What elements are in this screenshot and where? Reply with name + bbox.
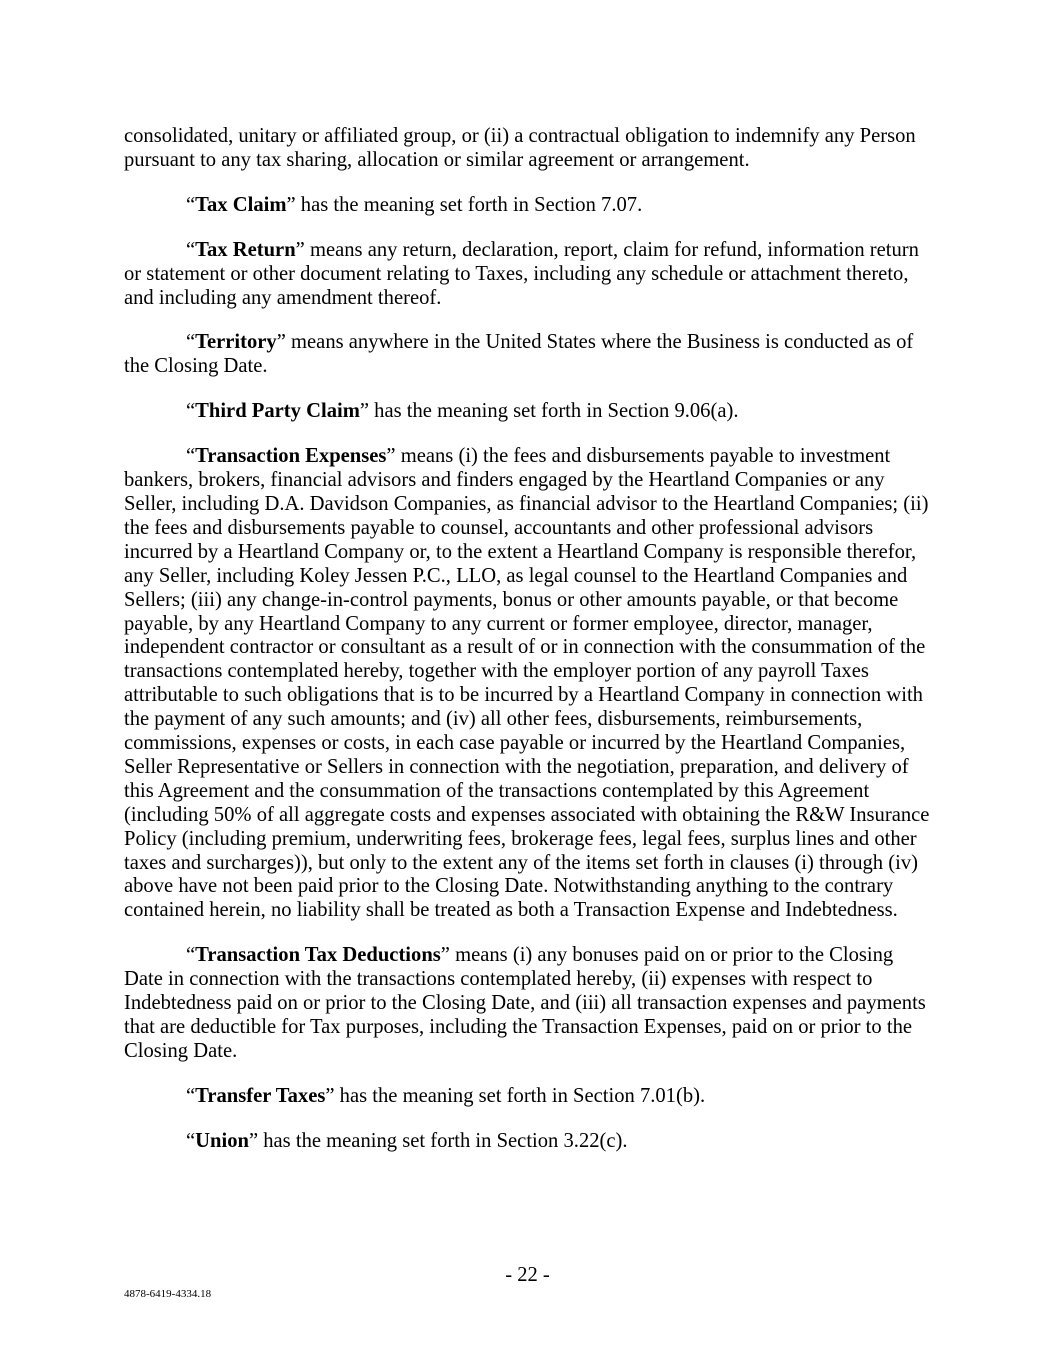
- defined-term: Tax Return: [195, 238, 296, 261]
- open-quote: “: [186, 400, 196, 423]
- defined-term: Territory: [195, 331, 277, 354]
- open-quote: “: [186, 1084, 196, 1107]
- defined-term: Third Party Claim: [195, 400, 360, 423]
- definition-text: ” has the meaning set forth in Section 7.07.: [286, 193, 643, 216]
- definition-text: ” has the meaning set forth in Section 9.06(a).: [359, 400, 739, 423]
- definition-paragraph: [124, 445, 932, 923]
- definition-paragraph: [124, 944, 932, 1064]
- definition-paragraph: [124, 1085, 932, 1109]
- open-quote: “: [186, 944, 196, 967]
- definition-paragraph: [124, 239, 932, 311]
- open-quote: “: [186, 331, 196, 354]
- defined-term: Transfer Taxes: [195, 1084, 326, 1107]
- definition-text: ” means (i) any bonuses paid on or prior to the Closing Date in connection with the transactions contemplated hereby, (ii) expenses with respect to Indebtedness paid on or prior to the Closing Date, and (iii) all transaction expenses and payments that are deductible for Tax purposes, including the Transaction Expenses, paid on or prior to the Closing Date.: [124, 944, 926, 1062]
- definition-paragraph: [124, 1130, 932, 1154]
- open-quote: “: [186, 1129, 196, 1152]
- page-number: - 22 -: [505, 1264, 550, 1286]
- definition-text: ” means (i) the fees and disbursements payable to investment bankers, brokers, financial advisors and finders engaged by the Heartland Companies or any Seller, including D.A. Davidson Companies, as financial advisor to the Heartland Companies; (ii) the fees and disbursements payable to counsel, accountants and other professional advisors incurred by a Heartland Company or, to the extent a Heartland Company is responsible therefor, any Seller, including Koley Jessen P.C., LLO, as legal counsel to the Heartland Companies and Sellers; (iii) any change-in-control payments, bonus or other amounts payable, or that become payable, by any Heartland Company to any current or former employee, director, manager, independent contractor or consultant as a result of or in connection with the consummation of the transactions contemplated hereby, together with the employer portion of any payroll Taxes attributable to such obligations that is to be incurred by a Heartland Company in connection with the payment of any such amounts; and (iv) all other fees, disbursements, reimbursements, commissions, expenses or costs, in each case payable or incurred by the Heartland Companies, Seller Representative or Sellers in connection with the negotiation, preparation, and delivery of this Agreement and the consummation of the transactions contemplated by this Agreement (including 50% of all aggregate costs and expenses associated with obtaining the R&W Insurance Policy (including premium, underwriting fees, brokerage fees, legal fees, surplus lines and other taxes and surcharges)), but only to the extent any of the items set forth in clauses (i) through (iv) above have not been paid prior to the Closing Date. Notwithstanding anything to the contrary contained herein, no liability shall be treated as both a Transaction Expense and Indebtedness.: [124, 445, 930, 922]
- open-quote: “: [186, 193, 196, 216]
- definition-paragraph: [124, 331, 932, 379]
- definition-paragraph: [124, 400, 932, 424]
- definitions-list: [124, 194, 932, 1154]
- defined-term: Tax Claim: [195, 193, 287, 216]
- definition-text: ” means any return, declaration, report, claim for refund, information return or statement or other document relating to Taxes, including any schedule or attachment thereto, and including any amendment thereof.: [124, 238, 919, 309]
- defined-term: Union: [195, 1129, 249, 1152]
- definition-text: ” has the meaning set forth in Section 3.22(c).: [248, 1129, 628, 1152]
- defined-term: Transaction Expenses: [195, 445, 387, 468]
- definition-paragraph: [124, 194, 932, 218]
- intro-paragraph: consolidated, unitary or affiliated group, or (ii) a contractual obligation to indemnify any Person pursuant to any tax sharing, allocation or similar agreement or arrangement.: [124, 125, 916, 171]
- open-quote: “: [186, 238, 196, 261]
- open-quote: “: [186, 445, 196, 468]
- definition-text: ” means anywhere in the United States where the Business is conducted as of the Closing Date.: [124, 331, 914, 378]
- definition-text: ” has the meaning set forth in Section 7.01(b).: [325, 1084, 706, 1107]
- defined-term: Transaction Tax Deductions: [195, 944, 441, 967]
- document-body: [124, 125, 932, 1175]
- document-id: 4878-6419-4334.18: [124, 1288, 212, 1300]
